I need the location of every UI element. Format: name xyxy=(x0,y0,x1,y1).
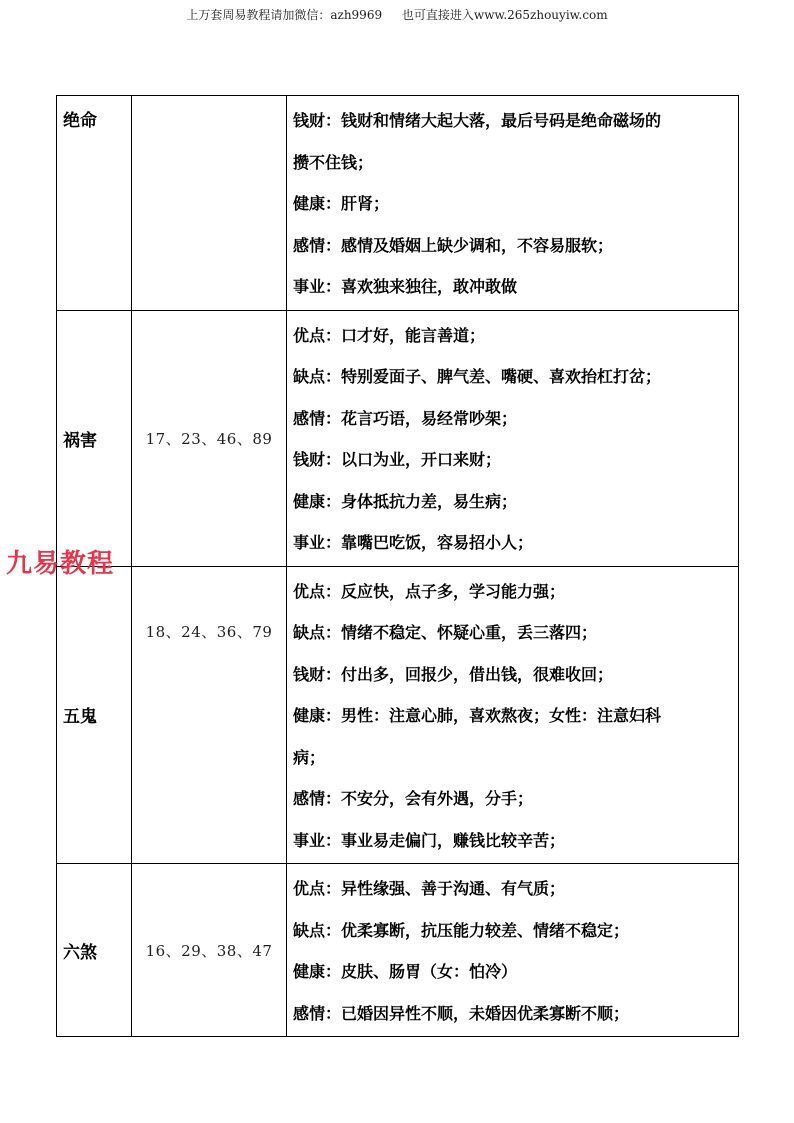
description-line: 事业：事业易走偏门，赚钱比较辛苦； xyxy=(293,830,566,850)
description-line: 缺点：优柔寡断，抗压能力较差、情绪不稳定； xyxy=(293,920,630,940)
description-line: 缺点：特别爱面子、脾气差、嘴硬、喜欢抬杠打岔； xyxy=(293,367,662,386)
field-name-cell: 绝命 xyxy=(57,96,132,311)
table-row xyxy=(57,310,739,566)
description-line: 优点：异性缘强、善于沟通、有气质； xyxy=(293,879,566,898)
numbers-cell: 17、23、46、89 xyxy=(132,310,287,566)
field-name-cell: 六煞 xyxy=(57,864,132,1037)
table-row xyxy=(57,864,739,1037)
description-line: 钱财：以口为业，开口来财； xyxy=(293,450,502,469)
field-name-cell: 五鬼 xyxy=(57,566,132,864)
description-line: 优点：口才好，能言善道； xyxy=(293,325,486,345)
numbers-cell: 18、24、36、79 xyxy=(132,566,287,864)
header-wechat-text: 上万套周易教程请加微信：azh9969 xyxy=(186,8,383,22)
description-cell xyxy=(287,96,739,311)
description-line: 事业：靠嘴巴吃饭，容易招小人； xyxy=(293,533,534,552)
description-line: 钱财：钱财和情绪大起大落，最后号码是绝命磁场的 xyxy=(293,111,662,130)
description-line: 感情：花言巧语，易经常吵架； xyxy=(293,408,518,428)
description-line: 感情：感情及婚姻上缺少调和，不容易服软； xyxy=(293,235,614,255)
description-line: 健康：皮肤、肠胃（女：怕冷） xyxy=(293,962,518,981)
description-line: 事业：喜欢独来独往，敢冲敢做 xyxy=(293,277,518,296)
description-line: 病； xyxy=(293,747,326,767)
description-line: 攒不住钱； xyxy=(293,152,374,172)
description-line: 健康：男性：注意心肺，喜欢熬夜；女性：注意妇科 xyxy=(293,706,662,725)
description-cell xyxy=(287,864,739,1037)
description-line: 缺点：情绪不稳定、怀疑心重，丢三落四； xyxy=(293,623,598,642)
description-line: 优点：反应快，点子多，学习能力强； xyxy=(293,581,566,601)
page-header xyxy=(0,6,794,23)
header-website-text: 也可直接进入www.265zhouyiw.com xyxy=(401,8,608,22)
numbers-cell: 16、29、38、47 xyxy=(132,864,287,1037)
description-cell xyxy=(287,310,739,566)
description-line: 健康：肝肾； xyxy=(293,194,390,213)
numbers-cell xyxy=(132,96,287,311)
field-name-cell: 祸害 xyxy=(57,310,132,566)
description-line: 感情：已婚因异性不顺，未婚因优柔寡断不顺； xyxy=(293,1003,630,1023)
description-line: 钱财：付出多，回报少，借出钱，很难收回； xyxy=(293,664,614,684)
description-cell xyxy=(287,566,739,864)
watermark-logo: 九易教程 xyxy=(6,549,115,579)
description-line: 健康：身体抵抗力差，易生病； xyxy=(293,491,518,511)
table-row xyxy=(57,566,739,864)
number-magnetic-field-table xyxy=(56,95,739,1037)
table-row xyxy=(57,96,739,311)
table-body xyxy=(57,96,739,1037)
description-line: 感情：不安分，会有外遇，分手； xyxy=(293,789,534,808)
